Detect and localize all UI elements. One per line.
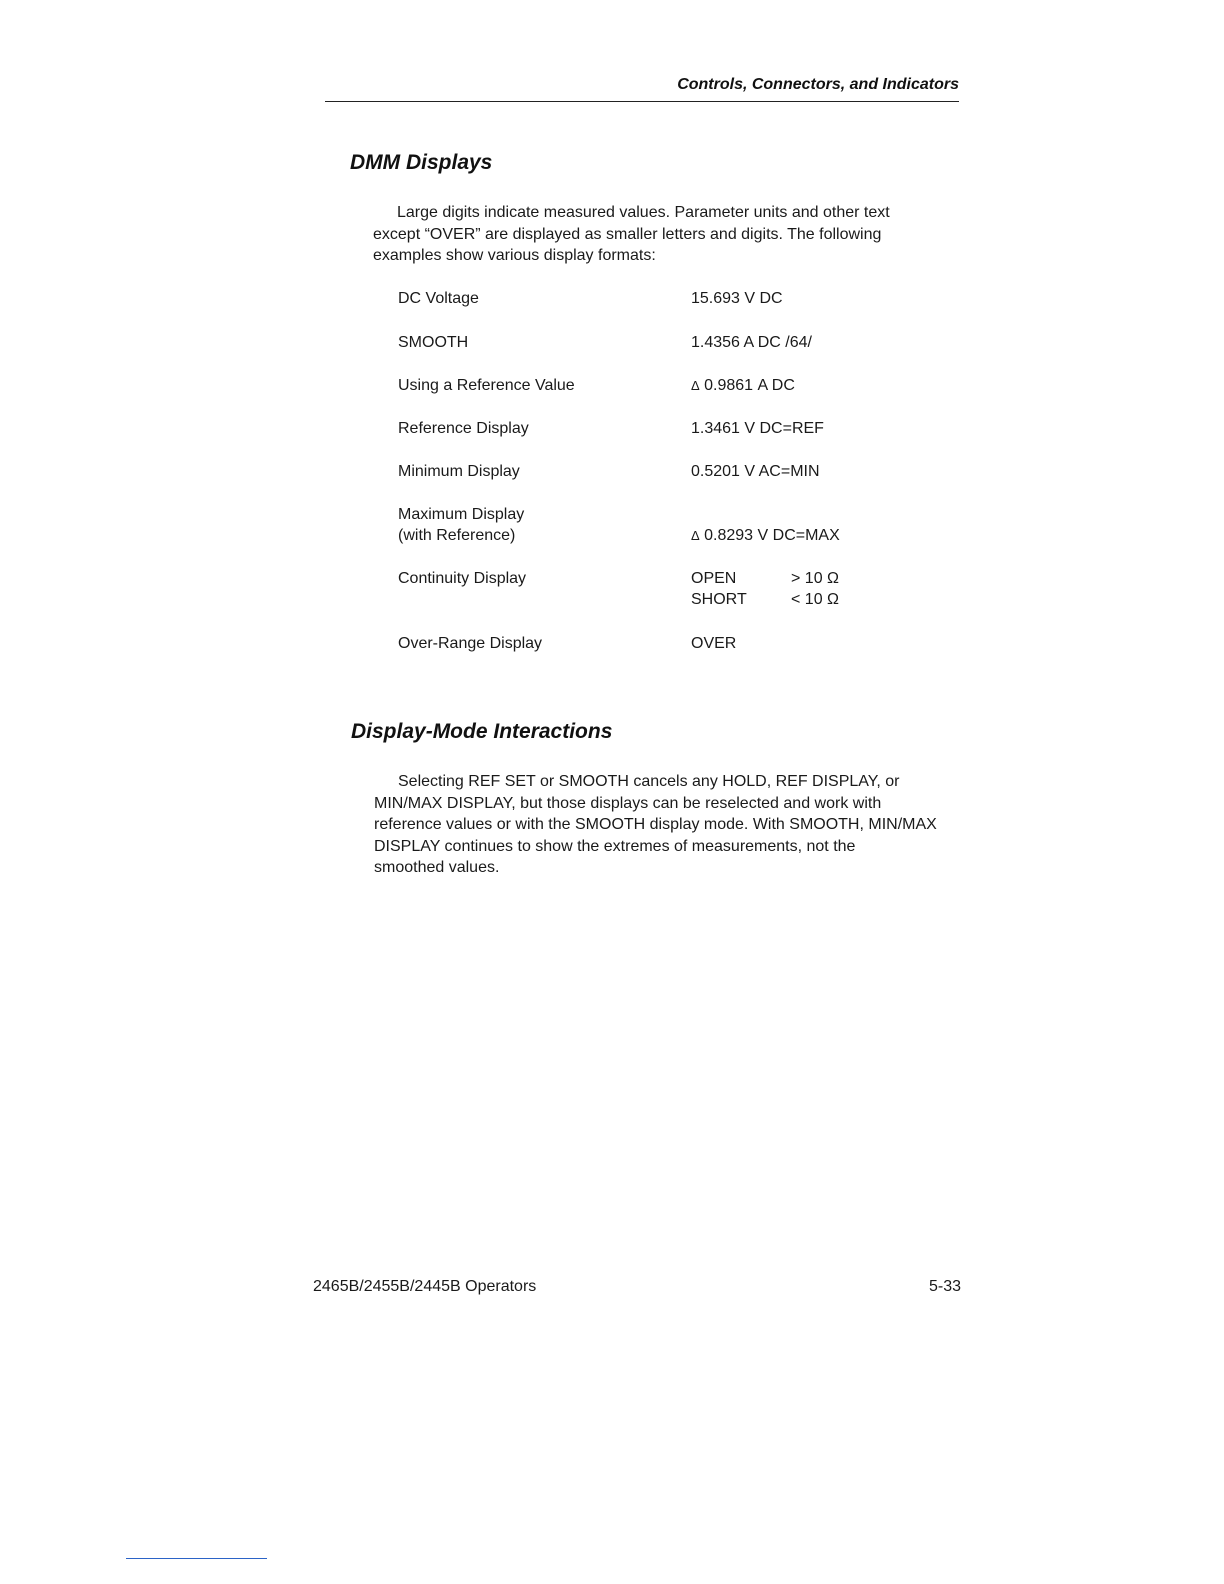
section-heading-dmm-displays: DMM Displays <box>350 151 493 174</box>
example-label: Over-Range Display <box>398 635 543 652</box>
paragraph-line: smoothed values. <box>374 859 500 876</box>
example-label: SMOOTH <box>398 334 469 351</box>
example-value: SHORT <box>691 591 747 608</box>
example-value-text: 0.8293 V DC=MAX <box>704 527 840 544</box>
example-value: OPEN <box>691 570 737 587</box>
paragraph-line: reference values or with the SMOOTH display mode. With SMOOTH, MIN/MAX <box>374 816 937 833</box>
interactions-paragraph <box>374 771 937 879</box>
example-label: Using a Reference Value <box>398 377 575 394</box>
paragraph-line: MIN/MAX DISPLAY, but those displays can be reselected and work with <box>374 794 882 812</box>
header-rule <box>325 101 959 102</box>
example-label: (with Reference) <box>398 527 516 544</box>
paragraph-line: DISPLAY continues to show the extremes of measurements, not the <box>374 837 856 855</box>
footer-page-number: 5-33 <box>928 1278 961 1295</box>
example-label: Continuity Display <box>398 570 527 587</box>
example-label: Minimum Display <box>398 463 520 480</box>
intro-line: Large digits indicate measured values. Parameter units and other text <box>397 204 890 221</box>
bottom-rule <box>126 1558 267 1559</box>
footer-manual-title: 2465B/2455B/2445B Operators <box>313 1278 537 1295</box>
example-label: DC Voltage <box>398 290 479 307</box>
intro-paragraph <box>373 202 890 267</box>
example-value <box>691 525 840 547</box>
example-value: 1.4356 A DC /64/ <box>691 334 812 351</box>
example-label: Reference Display <box>398 420 529 437</box>
example-condition: > 10 Ω <box>791 570 839 587</box>
running-header: Controls, Connectors, and Indicators <box>677 76 959 93</box>
example-value: OVER <box>691 635 737 652</box>
example-value: 0.5201 V AC=MIN <box>691 463 820 480</box>
delta-icon: Δ <box>691 528 700 543</box>
intro-line: examples show various display formats: <box>373 247 656 264</box>
section-heading-display-mode-interactions: Display-Mode Interactions <box>351 720 613 743</box>
intro-line: except “OVER” are displayed as smaller letters and digits. The following <box>373 225 882 243</box>
paragraph-line: Selecting REF SET or SMOOTH cancels any HOLD, REF DISPLAY, or <box>398 773 900 790</box>
example-value: 15.693 V DC <box>691 290 783 307</box>
delta-icon: Δ <box>691 378 700 393</box>
example-condition: < 10 Ω <box>791 591 839 608</box>
example-value: 1.3461 V DC=REF <box>691 420 824 437</box>
example-label: Maximum Display <box>398 506 525 523</box>
example-value <box>691 375 795 397</box>
example-value-text: 0.9861 A DC <box>704 377 795 394</box>
